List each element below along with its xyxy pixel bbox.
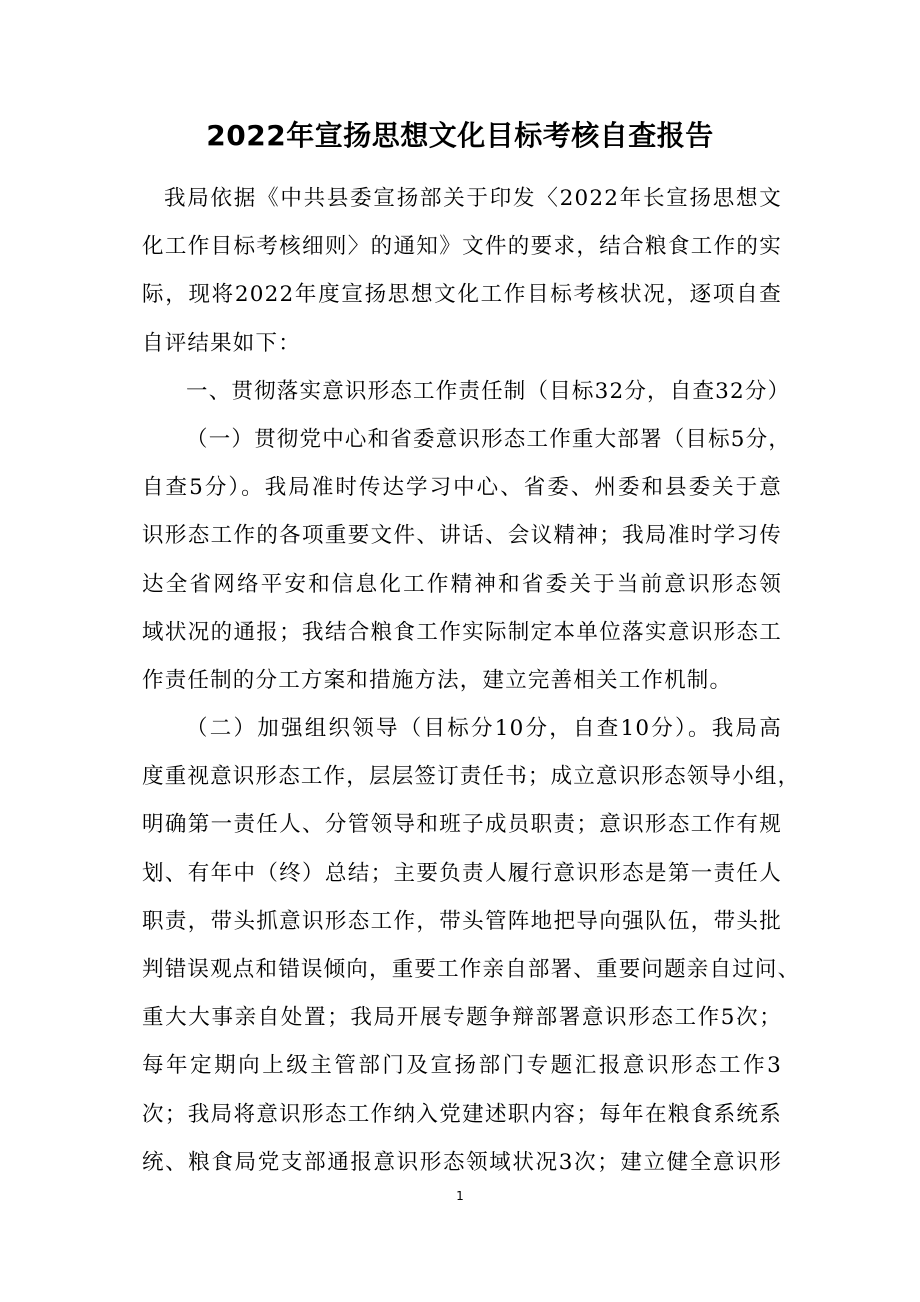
paragraph-line: 职责，带头抓意识形态工作，带头管阵地把导向强队伍，带头批 bbox=[142, 908, 782, 934]
paragraph-line: 判错误观点和错误倾向，重要工作亲自部署、重要问题亲自过问、 bbox=[142, 957, 801, 982]
paragraph-line: （二）加强组织领导（目标分10分，自查10分）。我局高 bbox=[186, 716, 782, 742]
paragraph-line: 次；我局将意识形态工作纳入党建述职内容；每年在粮食系统系 bbox=[142, 1101, 782, 1127]
paragraph-line: 重大大事亲自处置；我局开展专题争辩部署意识形态工作5次； bbox=[142, 1005, 782, 1031]
paragraph-line: 达全省网络平安和信息化工作精神和省委关于当前意识形态领 bbox=[142, 571, 782, 597]
paragraph-line: 划、有年中（终）总结；主要负责人履行意识形态是第一责任人 bbox=[142, 860, 782, 886]
paragraph-line: 作责任制的分工方案和措施方法，建立完善相关工作机制。 bbox=[142, 667, 733, 693]
paragraph-line: 际，现将2022年度宣扬思想文化工作目标考核状况，逐项自查 bbox=[142, 282, 782, 308]
paragraph-line: 域状况的通报；我结合粮食工作实际制定本单位落实意识形态工 bbox=[142, 619, 782, 645]
page-number: 1 bbox=[456, 1189, 464, 1203]
paragraph-line: （一）贯彻党中心和省委意识形态工作重大部署（目标5分， bbox=[186, 426, 792, 452]
paragraph-line: 化工作目标考核细则〉的通知》文件的要求，结合粮食工作的实 bbox=[142, 234, 782, 260]
section-heading: 一、贯彻落实意识形态工作责任制（目标32分，自查32分） bbox=[186, 378, 791, 404]
paragraph-line: 识形态工作的各项重要文件、讲话、会议精神；我局准时学习传 bbox=[142, 523, 782, 549]
paragraph-line: 统、粮食局党支部通报意识形态领域状况3次；建立健全意识形 bbox=[142, 1149, 782, 1175]
paragraph-line: 我局依据《中共县委宣扬部关于印发〈2022年长宣扬思想文 bbox=[164, 186, 782, 211]
paragraph-line: 自查5分）。我局准时传达学习中心、省委、州委和县委关于意 bbox=[142, 475, 782, 501]
paragraph-line: 明确第一责任人、分管领导和班子成员职责；意识形态工作有规 bbox=[142, 812, 782, 838]
paragraph-line: 自评结果如下： bbox=[142, 330, 301, 356]
paragraph-line: 度重视意识形态工作，层层签订责任书；成立意识形态领导小组， bbox=[142, 764, 801, 790]
document-body bbox=[142, 175, 801, 1187]
paragraph-line: 每年定期向上级主管部门及宣扬部门专题汇报意识形态工作3 bbox=[142, 1053, 782, 1079]
document-title: 2022年宣扬思想文化目标考核自查报告 bbox=[206, 119, 714, 152]
